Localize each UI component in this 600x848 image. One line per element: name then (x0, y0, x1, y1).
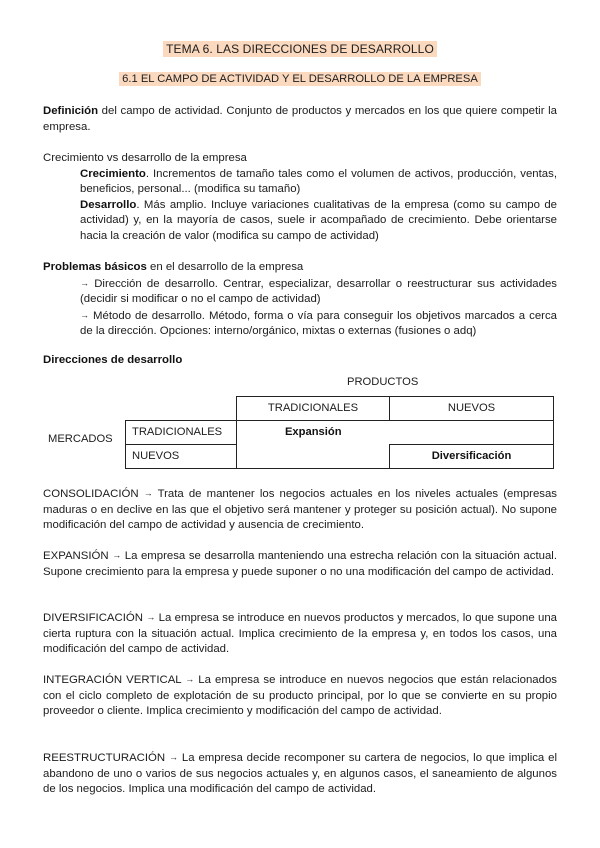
definition-text: del campo de actividad. Conjunto de productos y mercados en los que quiere competir la empresa. (43, 105, 557, 133)
col-header-new: NUEVOS (390, 397, 554, 421)
arrow-icon: → (146, 612, 156, 622)
definition-restructuring (43, 750, 557, 798)
markets-label: MERCADOS (48, 433, 113, 445)
restructuring-term: REESTRUCTURACIÓN (43, 752, 166, 764)
row-header-new: NUEVOS (126, 445, 237, 469)
section-subtitle: 6.1 EL CAMPO DE ACTIVIDAD Y EL DESARROLLO DE LA EMPRESA (119, 72, 481, 86)
arrow-icon: → (185, 674, 195, 684)
page-title: TEMA 6. LAS DIRECCIONES DE DESARROLLO (163, 41, 437, 57)
growth-text: . Incrementos de tamaño tales como el volumen de activos, producción, ventas, beneficios, personal... (modifica su tamaño) (80, 167, 557, 195)
problems-rest: en el desarrollo de la empresa (146, 261, 304, 273)
vertical-integration-text: La empresa se introduce en nuevos negocios que están relacionados con el ciclo completo de explotación de su producto principal, por lo que se convierte en su propio proveedor o cliente. Implica crecimiento y modificación del campo de actividad. (43, 674, 557, 717)
matrix-empty-corner (126, 397, 237, 421)
development-text: . Más amplio. Incluye variaciones cualitativas de la empresa (como su campo de actividad) y, en la mayoría de casos, suele ir acompañado de crecimiento. Debe orientarse hacia la creación de valor (modifica su campo de actividad) (80, 198, 557, 242)
expansion-label: Expansión (284, 426, 342, 438)
arrow-icon: → (80, 309, 89, 320)
arrow-icon: → (80, 277, 89, 288)
problem-text: Método de desarrollo. Método, forma o vía para conseguir los objetivos marcados a cerca de la dirección. Opciones: interno/orgánico, mixtas o externas (fusiones o adq) (80, 309, 557, 337)
definition-consolidation (43, 486, 557, 534)
diversification-label: Diversificación (431, 449, 512, 462)
matrix-header-row (126, 397, 554, 421)
cell-diversification (390, 445, 554, 469)
diversification-term: DIVERSIFICACIÓN (43, 612, 143, 624)
development-item (43, 198, 557, 245)
problems-term: Problemas básicos (43, 261, 147, 273)
definition-diversification (43, 610, 557, 658)
arrow-icon: → (169, 752, 179, 762)
growth-item (43, 167, 557, 198)
cell-empty-bottom-left (237, 445, 390, 469)
cell-empty-top-right (390, 421, 554, 445)
basic-problems (43, 260, 557, 340)
products-label: PRODUCTOS (347, 376, 419, 388)
vertical-integration-term: INTEGRACIÓN VERTICAL (43, 674, 182, 686)
section-subtitle-row (0, 72, 600, 88)
consolidation-term: CONSOLIDACIÓN (43, 488, 139, 500)
problem-item (43, 308, 557, 340)
growth-term: Crecimiento (80, 167, 146, 180)
cell-expansion (237, 421, 390, 445)
matrix-row-new (126, 445, 554, 469)
expansion-term: EXPANSIÓN (43, 550, 109, 562)
ansoff-matrix (125, 396, 554, 469)
row-header-traditional: TRADICIONALES (126, 421, 237, 445)
diversification-text: La empresa se introduce en nuevos productos y mercados, lo que supone una cierta ruptura con la situación actual. Implica crecimiento de la empresa y, en todos los casos, una modificación del campo de actividad. (43, 612, 557, 655)
problems-heading (43, 260, 557, 276)
problem-text: Dirección de desarrollo. Centrar, especializar, desarrollar o reestructurar sus actividades (decidir si modificar o no el campo de actividad) (80, 277, 557, 305)
arrow-icon: → (112, 550, 122, 560)
consolidation-text: Trata de mantener los negocios actuales en los niveles actuales (empresas maduras o en declive en las que el objetivo será mantener y proteger su posición actual). No supone modificación del campo de actividad y ausencia de crecimiento. (43, 488, 558, 531)
page-title-row (0, 42, 600, 58)
directions-heading-row (43, 353, 557, 369)
definition-expansion (43, 548, 557, 580)
col-header-traditional: TRADICIONALES (237, 397, 390, 421)
arrow-icon: → (143, 488, 153, 498)
definition-paragraph (43, 104, 557, 135)
problem-item (43, 276, 557, 308)
restructuring-text: La empresa decide recomponer su cartera de negocios, lo que implica el abandono de uno o varios de sus negocios actuales y, en algunos casos, el saneamiento de algunos de los negocios. Implica una modificación del campo de actividad. (43, 752, 558, 795)
growth-heading: Crecimiento vs desarrollo de la empresa (43, 152, 247, 164)
directions-heading: Direcciones de desarrollo (43, 354, 183, 366)
definition-term: Definición (43, 105, 99, 117)
expansion-text: La empresa se desarrolla manteniendo una estrecha relación con la situación actual. Supone crecimiento para la empresa y puede suponer o no una modificación del campo de actividad. (43, 550, 557, 578)
matrix-row-traditional (126, 421, 554, 445)
development-term: Desarrollo (80, 198, 137, 211)
growth-vs-development (43, 151, 557, 244)
definition-vertical-integration (43, 672, 557, 720)
